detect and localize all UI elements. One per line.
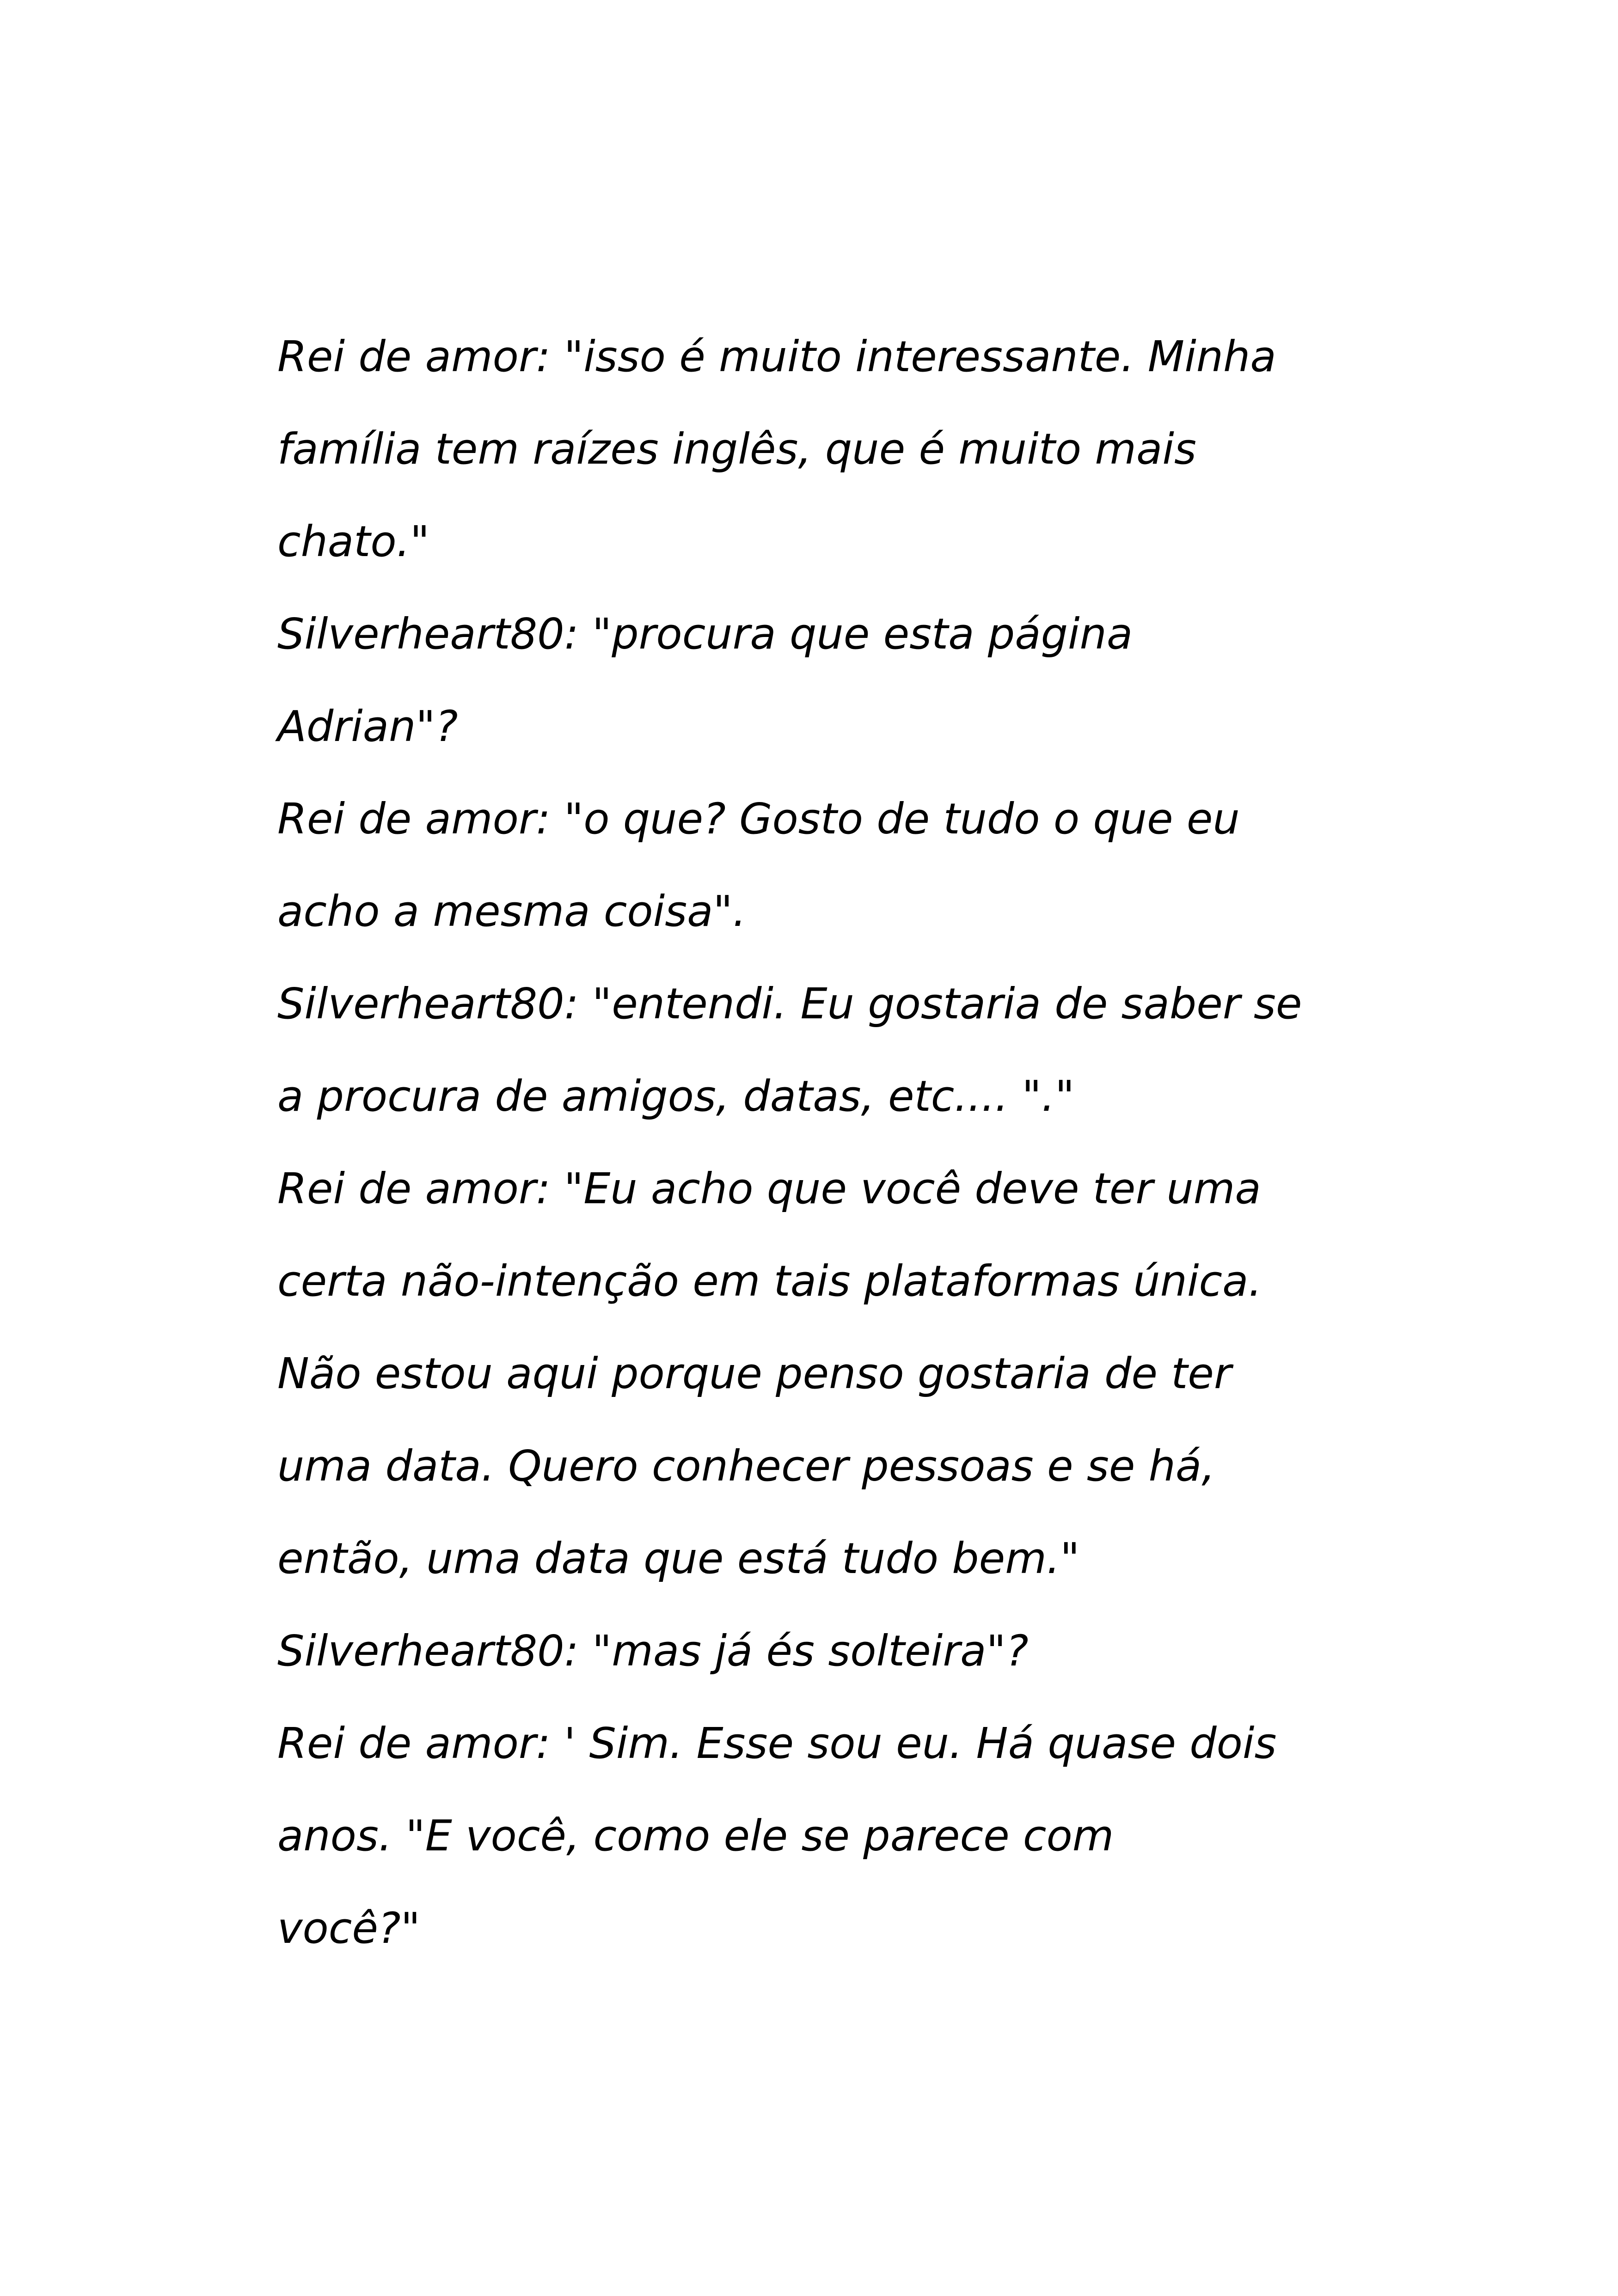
text-line: então, uma data que está tudo bem."	[277, 1534, 1080, 1583]
dialogue-text	[277, 311, 1387, 1975]
text-line: certa não-intenção em tais plataformas única.	[277, 1256, 1262, 1306]
text-line: Rei de amor: "o que? Gosto de tudo o que eu	[277, 794, 1240, 844]
text-line: família tem raízes inglês, que é muito mais	[277, 424, 1196, 474]
text-line: Silverheart80: "mas já és solteira"?	[277, 1626, 1029, 1676]
text-line: você?"	[277, 1904, 421, 1953]
text-line: Adrian"?	[277, 702, 458, 751]
text-line: chato."	[277, 517, 430, 566]
text-line: Silverheart80: "procura que esta página	[277, 609, 1133, 659]
text-line: Rei de amor: "isso é muito interessante. Minha	[277, 332, 1276, 381]
text-line: anos. "E você, como ele se parece com	[277, 1811, 1114, 1861]
text-line: Rei de amor: ' Sim. Esse sou eu. Há quase dois	[277, 1719, 1277, 1768]
text-line: Rei de amor: "Eu acho que você deve ter uma	[277, 1164, 1261, 1213]
text-line: Não estou aqui porque penso gostaria de ter	[277, 1349, 1232, 1398]
text-line: uma data. Quero conhecer pessoas e se há,	[277, 1441, 1215, 1491]
text-line: Silverheart80: "entendi. Eu gostaria de saber se	[277, 979, 1302, 1029]
text-line: a procura de amigos, datas, etc.... "."	[277, 1071, 1075, 1121]
text-line: acho a mesma coisa".	[277, 887, 747, 936]
